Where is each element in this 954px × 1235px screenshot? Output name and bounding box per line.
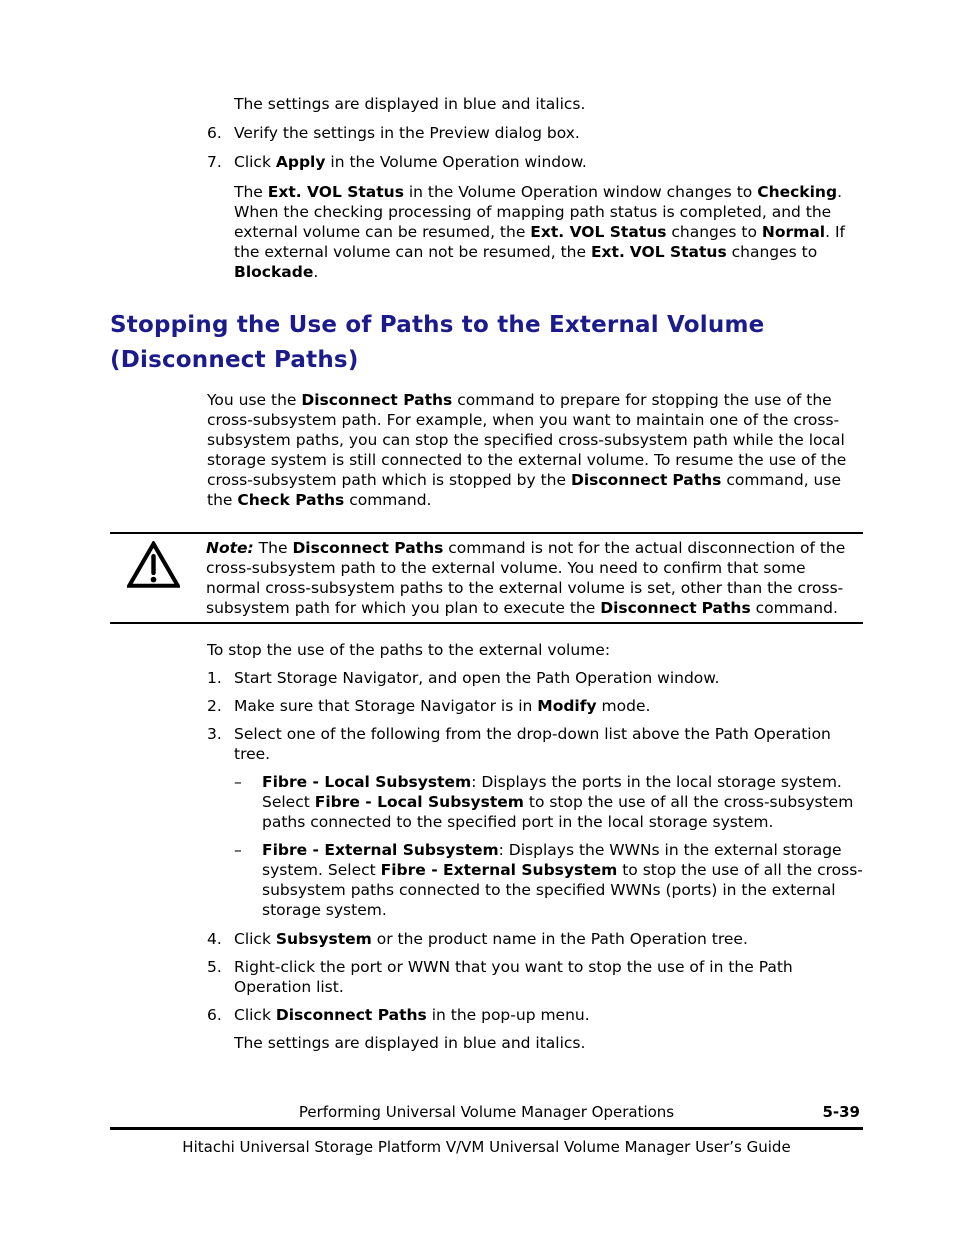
step-number: 3.	[207, 725, 222, 743]
warning-triangle-icon	[127, 541, 180, 589]
footer-chapter-title: Performing Universal Volume Manager Operations	[298, 1103, 675, 1121]
step-number: 1.	[207, 669, 222, 687]
page-title: Stopping the Use of Paths to the External Volume (Disconnect Paths)	[110, 312, 765, 373]
step-number: 5.	[207, 958, 222, 976]
section-intro-paragraph: You use the Disconnect Paths command to prepare for stopping the use of the cross-subsystem path. For example, when you want to maintain one of the cross-subsystem paths, you can stop the specified cross-subsystem path while the local storage system is still connected to the external volume. To resume the use of the cross-subsystem path which is stopped by the Disconnect Paths command, use the Check Paths command.	[207, 391, 847, 509]
settings-displayed-note: The settings are displayed in blue and italics.	[234, 95, 586, 113]
ext-vol-status-paragraph: The Ext. VOL Status in the Volume Operation window changes to Checking. When the checking processing of mapping path status is completed, and the external volume can be resumed, the Ext. VOL Status changes to Normal. If the external volume can not be resumed, the Ext. VOL Status changes to Blockade.	[234, 183, 846, 281]
list-item	[207, 123, 863, 143]
option-text: Fibre - Local Subsystem: Displays the ports in the local storage system. Select Fibre - Local Subsystem to stop the use of all the cross-subsystem paths connected to the specified port in the local storage system.	[262, 773, 854, 831]
option-text: Fibre - External Subsystem: Displays the WWNs in the external storage system. Select Fibre - External Subsystem to stop the use of all the cross-subsystem paths connected to the specified WWNs (ports) in the external storage system.	[262, 841, 863, 919]
procedure-intro: To stop the use of the paths to the external volume:	[207, 641, 611, 659]
list-item	[207, 152, 863, 172]
list-item-number: 6.	[207, 124, 222, 142]
list-item-number: 7.	[207, 153, 222, 171]
list-item-text: Verify the settings in the Preview dialog box.	[234, 124, 580, 142]
step-text: Start Storage Navigator, and open the Path Operation window.	[234, 669, 720, 687]
section-intro-block	[207, 390, 863, 510]
note-icon-column	[110, 538, 206, 618]
step-2	[207, 696, 863, 716]
step-text: Click Disconnect Paths in the pop-up menu.	[234, 1006, 590, 1024]
step-6	[207, 1005, 863, 1025]
settings-displayed-note: The settings are displayed in blue and italics.	[234, 1034, 586, 1052]
procedure-block	[207, 640, 863, 1053]
step-3-option-local	[234, 772, 863, 832]
footer-guide-title: Hitachi Universal Storage Platform V/VM Universal Volume Manager User’s Guide	[182, 1138, 791, 1156]
footer-rule	[110, 1127, 863, 1130]
step-1	[207, 668, 863, 688]
previous-procedure-block	[207, 94, 863, 282]
step-number: 4.	[207, 930, 222, 948]
note-text: Note: The Disconnect Paths command is not for the actual disconnection of the cross-subsystem path to the external volume. You need to confirm that some normal cross-subsystem paths to the external volume is set, other than the cross-subsystem path for which you plan to execute the Disconnect Paths command.	[206, 539, 846, 617]
list-item-text: Click Apply in the Volume Operation window.	[234, 153, 587, 171]
step-text: Make sure that Storage Navigator is in Modify mode.	[234, 697, 651, 715]
dash-bullet: –	[234, 773, 242, 791]
step-number: 2.	[207, 697, 222, 715]
step-3	[207, 724, 863, 764]
step-text: Select one of the following from the drop-down list above the Path Operation tree.	[234, 725, 831, 763]
step-4	[207, 929, 863, 949]
step-text: Right-click the port or WWN that you want to stop the use of in the Path Operation list.	[234, 958, 793, 996]
dash-bullet: –	[234, 841, 242, 859]
footer-page-number: 5-39	[822, 1103, 860, 1121]
step-3-option-external	[234, 840, 863, 920]
step-text: Click Subsystem or the product name in the Path Operation tree.	[234, 930, 748, 948]
step-5	[207, 957, 863, 997]
step-number: 6.	[207, 1006, 222, 1024]
note-callout	[110, 532, 863, 624]
